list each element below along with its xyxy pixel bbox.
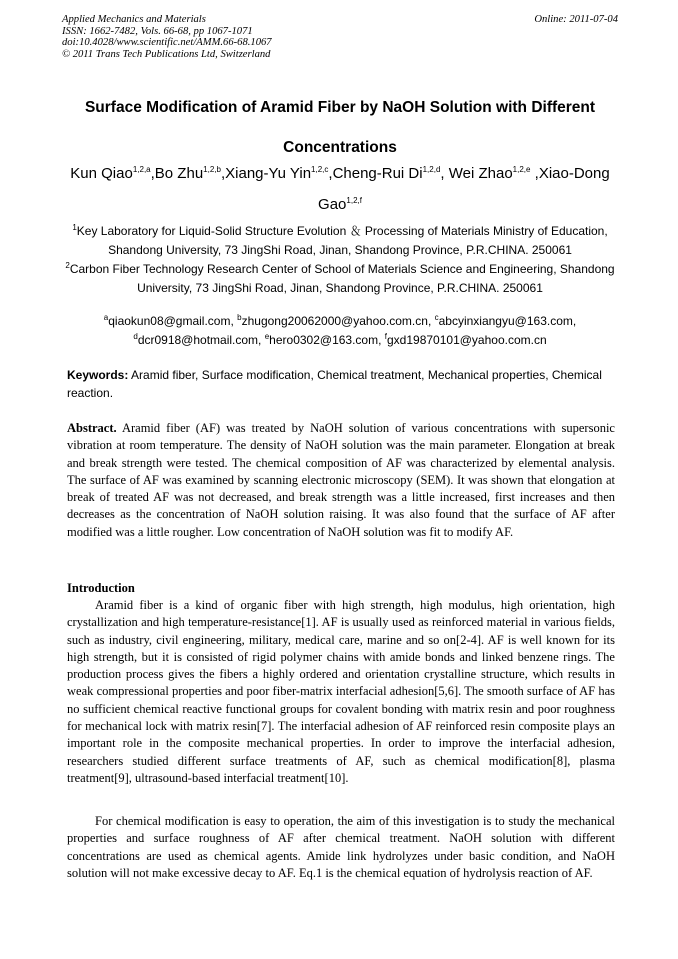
affiliation: [62, 260, 618, 298]
affiliations: [62, 222, 618, 298]
author-superscript: 1,2,a: [132, 165, 151, 174]
introduction-paragraph-1: Aramid fiber is a kind of organic fiber with high strength, high modulus, high orientation, high crystallization and high temperature-resistance[1]. AF is usually used as reinforced material in various fields, such as industry, civil engineering, military, medical care, marine and so on[2-4]. AF is well known for its high strength, but it is consisted of rigid polymer chains with amide bonds and linked benzene rings. The production process gives the fibers a highly ordered and orientation crystalline structure, which results in weak compressional properties and poor fiber-matrix interfacial adhesion[5,6]. The smooth surface of AF has no sufficient chemical reactive functional groups for covalent bonding with matrix resin and poor roughness for mechanical lock with matrix resin[7]. The interfacial adhesion of AF reinforced resin composite plays an important role in the composite mechanical properties. In order to improve the interfacial adhesion, researchers studied different surface treatments of AF, such as chemical modification[8], plasma treatment[9], ultrasound-based interfacial treatment[10].: [67, 598, 615, 785]
abstract-label: Abstract.: [67, 421, 117, 435]
introduction-paragraph-2: For chemical modification is easy to operation, the aim of this investigation is to study the mechanical properties and surface roughness of AF after chemical treatment. NaOH solution with different concentrations are used as chemical agents. Amide link hydrolyzes under basic condition, and NaOH solution will not make excessive decay to AF. Eq.1 is the chemical equation of hydrolysis reaction of AF.: [67, 814, 615, 880]
author-name: Wei Zhao: [448, 165, 513, 182]
email-address: qiaokun08@gmail.com: [108, 314, 231, 328]
doi-line: doi:10.4028/www.scientific.net/AMM.66-68.1067: [62, 37, 272, 49]
keywords-label: Keywords:: [67, 368, 129, 382]
affiliation: [62, 222, 618, 260]
author-list: Kun Qiao$^{1,2,a}$,Bo Zhu$^{1,2,b}$,Xiang-Yu Yin$^{1,2,c}$,Cheng-Rui Di$^{1,2,d}$, Wei Zhao$^{1,2,e}$ ,Xiao-Dong Gao$^{1,2,f}$: [70, 165, 610, 213]
abstract-text: Aramid fiber (AF) was treated by NaOH solution of various concentrations with supersonic vibration at room temperature. The density of NaOH solution was the main parameter. Elongation at break and break strength were tested. The chemical composition of AF was characterized by elemental analysis. The surface of AF was examined by scanning electronic microscopy (SEM). It was shown that elongation at break of treated AF was not decreased, and break strength was a little increased, first increases and then decreases as the concentration of NaOH solution raising. It was also found that the surface of AF after modified was a little rougher. Low concentration of NaOH solution was fit to modify AF.: [67, 421, 615, 539]
email-address: gxd19870101@yahoo.com.cn: [387, 333, 547, 347]
author-name: Kun Qiao: [70, 165, 133, 182]
author-name: Xiang-Yu Yin: [225, 165, 312, 182]
email-superscript: b: [237, 313, 242, 322]
author-superscript: 1,2,d: [422, 165, 441, 174]
copyright-line: © 2011 Trans Tech Publications Ltd, Switzerland: [62, 48, 271, 60]
author-name: Bo Zhu: [154, 165, 204, 182]
affiliation-text: Key Laboratory for Liquid-Solid Structure Evolution ＆ Processing of Materials Ministry of Education, Shandong University, 73 JingShi Road, Jinan, Shandong Province, P.R.CHINA. 250061: [76, 224, 608, 257]
email-superscript: d: [133, 332, 138, 341]
affiliation-superscript: 1: [72, 223, 77, 232]
introduction-heading: Introduction: [67, 581, 135, 595]
title-line-2: Concentrations: [283, 139, 397, 156]
affiliation-superscript: 2: [65, 261, 70, 270]
journal-name: Applied Mechanics and Materials: [62, 14, 206, 25]
author-superscript: 1,2,f: [346, 196, 362, 205]
email-address: zhugong20062000@yahoo.com.cn: [241, 314, 428, 328]
paper-title: [62, 88, 618, 168]
journal-header: [62, 14, 618, 60]
email-list: $^a$qiaokun08@gmail.com, $^b$zhugong20062000@yahoo.com.cn, $^c$abcyinxiangyu@163.com, $^d$dcr0918@hotmail.com, $^e$hero0302@163.com, $^f$gxd19870101@yahoo.com.cn: [103, 313, 577, 347]
email-superscript: e: [264, 332, 270, 341]
email-superscript: f: [384, 332, 387, 341]
author-superscript: 1,2,b: [203, 165, 221, 174]
online-date: Online: 2011-07-04: [534, 14, 618, 25]
abstract: [67, 420, 615, 541]
title-line-1: Surface Modification of Aramid Fiber by NaOH Solution with Different: [84, 99, 596, 116]
author-superscript: 1,2,c: [311, 165, 329, 174]
email-address: abcyinxiangyu@163.com: [438, 314, 573, 328]
author-name: Cheng-Rui Di: [332, 165, 423, 182]
author-name: Xiao-Dong Gao: [318, 165, 610, 213]
email-address: hero0302@163.com: [269, 333, 379, 347]
author-superscript: 1,2,e: [512, 165, 531, 174]
affiliation-text: Carbon Fiber Technology Research Center of School of Materials Science and Engineering, Shandong University, 73 JingShi Road, Jinan, Shandong Province, P.R.CHINA. 250061: [69, 262, 615, 295]
keywords-text: Aramid fiber, Surface modification, Chemical treatment, Mechanical properties, Chemical reaction.: [67, 368, 602, 400]
keywords: [67, 366, 615, 402]
email-address: dcr0918@hotmail.com: [137, 333, 259, 347]
email-superscript: c: [434, 313, 439, 322]
issn-line: ISSN: 1662-7482, Vols. 66-68, pp 1067-1071: [62, 25, 253, 37]
email-superscript: a: [103, 313, 109, 322]
